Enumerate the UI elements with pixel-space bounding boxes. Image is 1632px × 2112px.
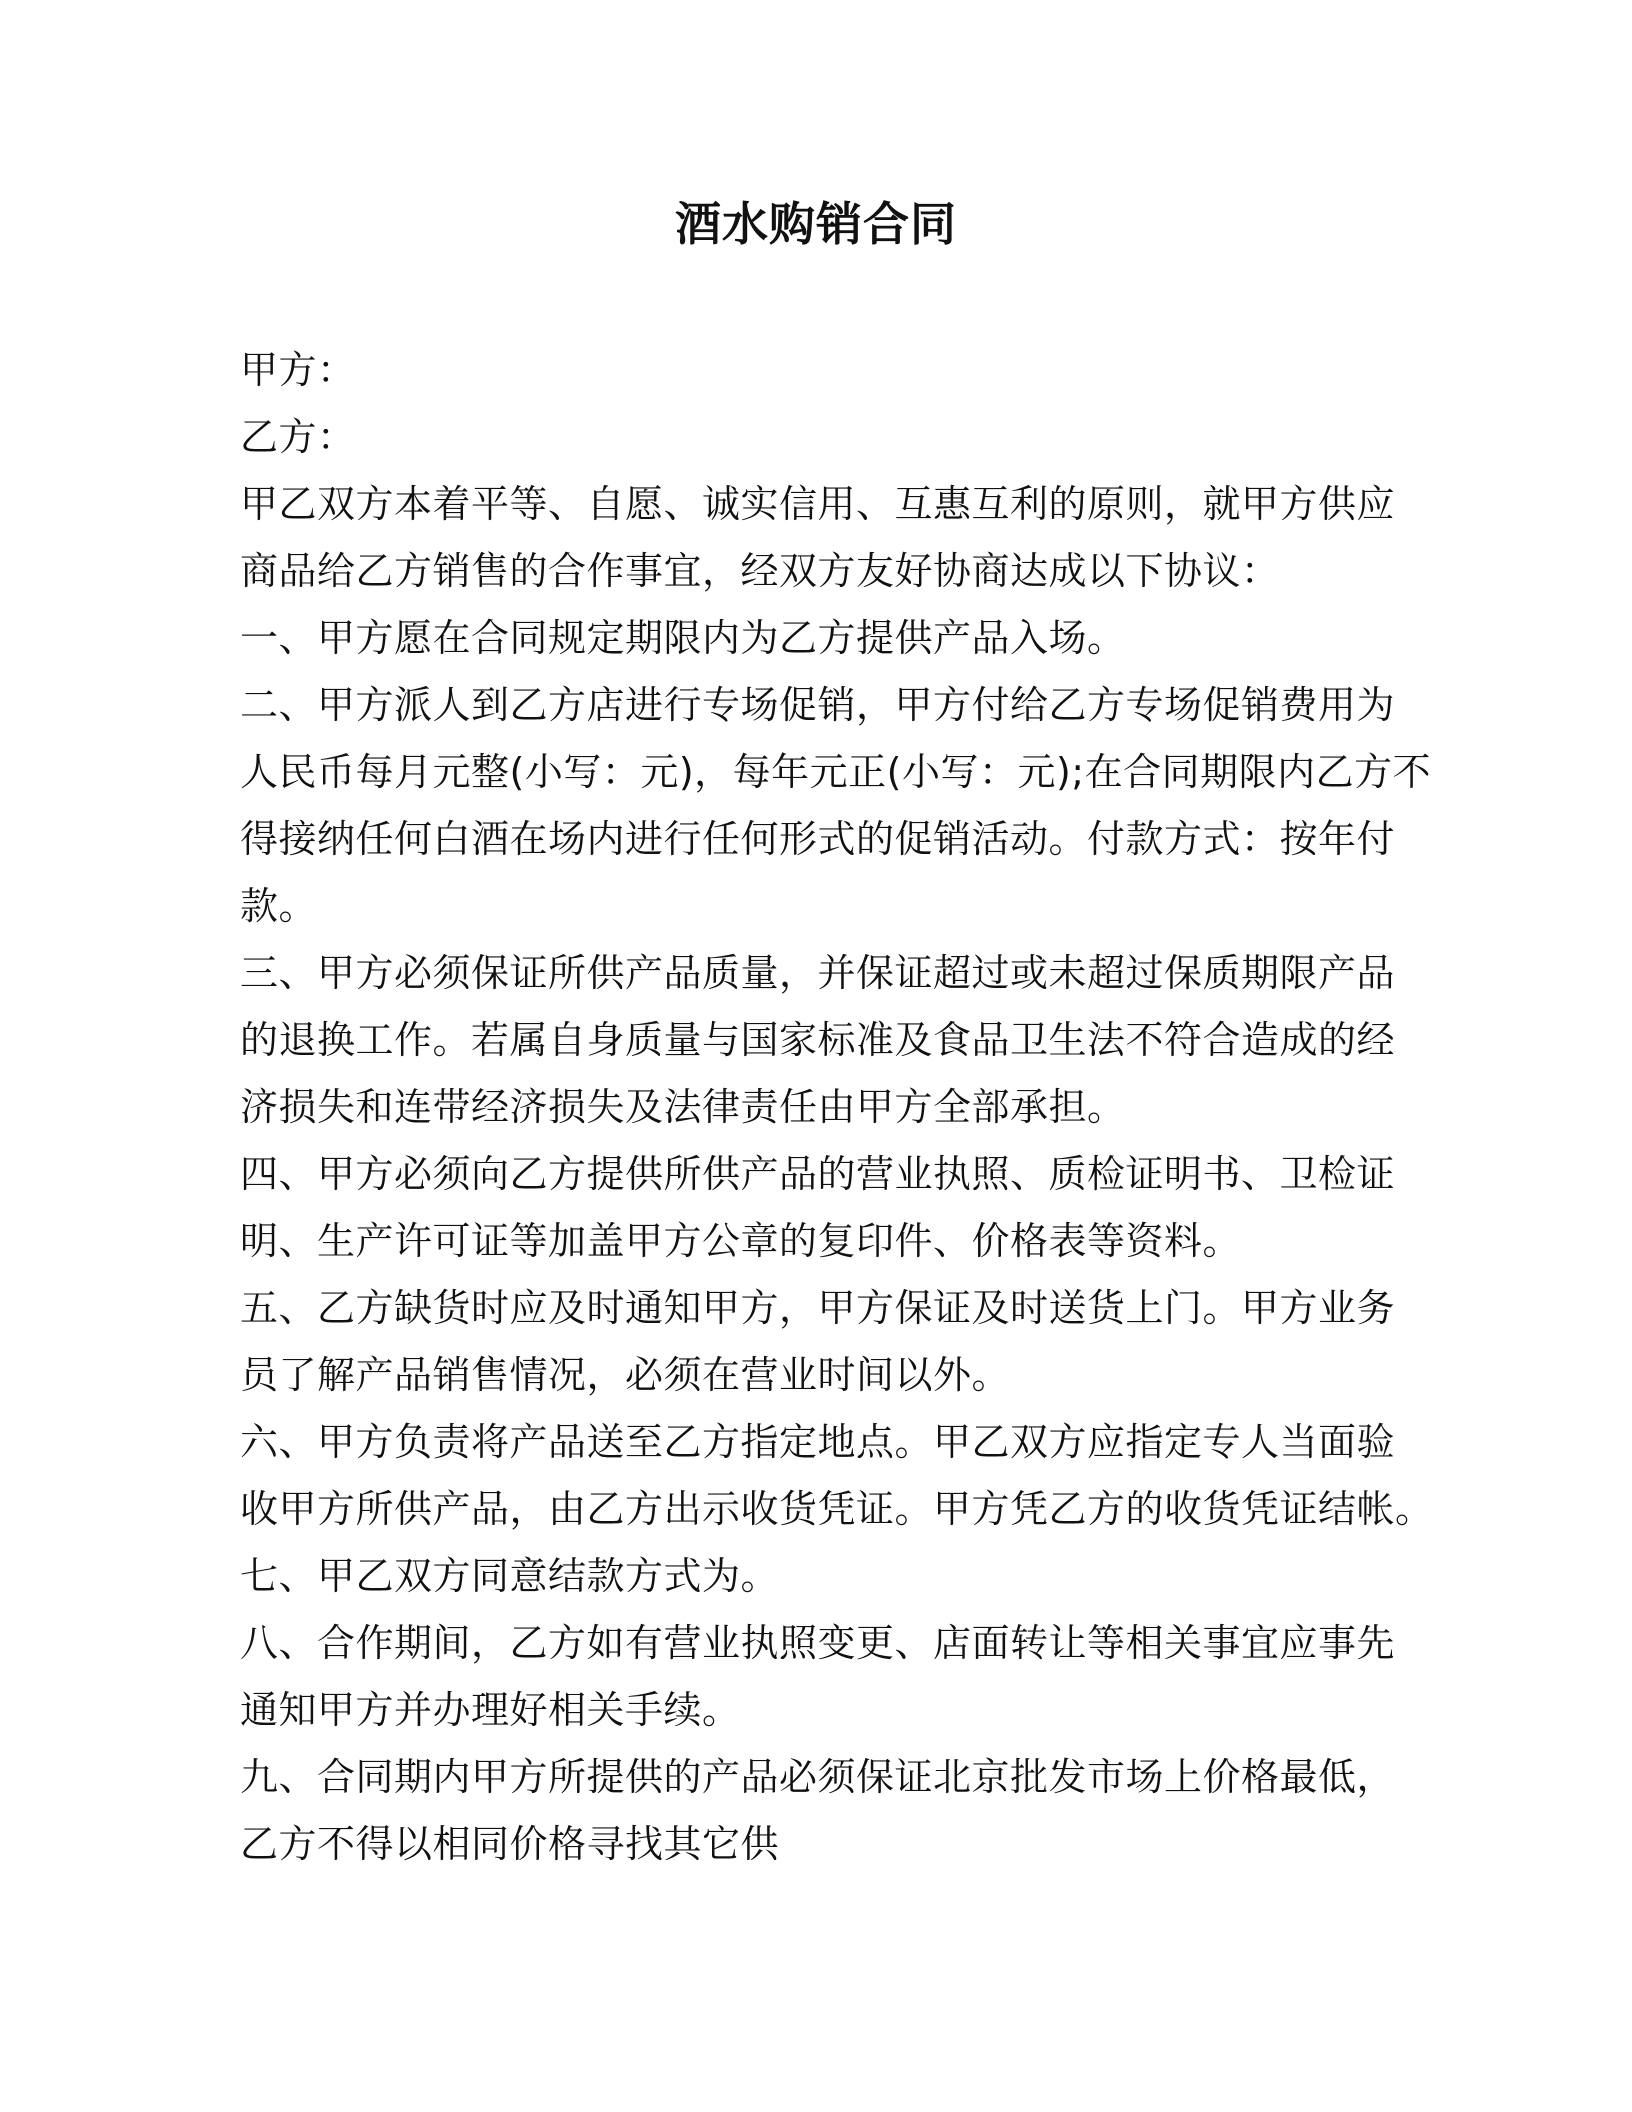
clause-6-line: 六、甲方负责将产品送至乙方指定地点。甲乙双方应指定专人当面验 [240,1420,1396,1464]
clause-6-line: 收甲方所供产品，由乙方出示收货凭证。甲方凭乙方的收货凭证结帐。 [240,1487,1434,1531]
clause-3-line: 的退换工作。若属自身质量与国家标准及食品卫生法不符合造成的经 [240,1018,1396,1062]
clause-8-line: 八、合作期间，乙方如有营业执照变更、店面转让等相关事宜应事先 [240,1621,1396,1665]
clause-2-line: 人民币每月元整(小写：元)，每年元正(小写：元);在合同期限内乙方不 [240,750,1432,794]
document-body [240,337,1434,1878]
party-a-line: 甲方： [240,348,356,392]
clause-2-line: 款。 [240,884,318,928]
clause-3-line: 三、甲方必须保证所供产品质量，并保证超过或未超过保质期限产品 [240,951,1396,995]
party-b-line: 乙方： [240,415,356,459]
preamble-line: 商品给乙方销售的合作事宜，经双方友好协商达成以下协议： [240,549,1280,593]
clause-8-line: 通知甲方并办理好相关手续。 [240,1688,741,1732]
clause-5-line: 员了解产品销售情况，必须在营业时间以外。 [240,1353,1011,1397]
clause-5-line: 五、乙方缺货时应及时通知甲方，甲方保证及时送货上门。甲方业务 [240,1286,1396,1330]
clause-4-line: 四、甲方必须向乙方提供所供产品的营业执照、质检证明书、卫检证 [240,1152,1396,1196]
clause-3-line: 济损失和连带经济损失及法律责任由甲方全部承担。 [240,1085,1126,1129]
clause-1-line: 一、甲方愿在合同规定期限内为乙方提供产品入场。 [240,616,1126,660]
clause-4-line: 明、生产许可证等加盖甲方公章的复印件、价格表等资料。 [240,1219,1242,1263]
clause-2-line: 二、甲方派人到乙方店进行专场促销，甲方付给乙方专场促销费用为 [240,683,1396,727]
clause-2-line: 得接纳任何白酒在场内进行任何形式的促销活动。付款方式：按年付 [240,817,1396,861]
preamble-line: 甲乙双方本着平等、自愿、诚实信用、互惠互利的原则，就甲方供应 [240,482,1396,526]
clause-9-line: 九、合同期内甲方所提供的产品必须保证北京批发市场上价格最低， [240,1755,1396,1799]
document-title: 酒水购销合同 [675,197,957,251]
clause-7-line: 七、甲乙双方同意结款方式为。 [240,1554,780,1598]
clause-9-line: 乙方不得以相同价格寻找其它供 [240,1822,780,1866]
